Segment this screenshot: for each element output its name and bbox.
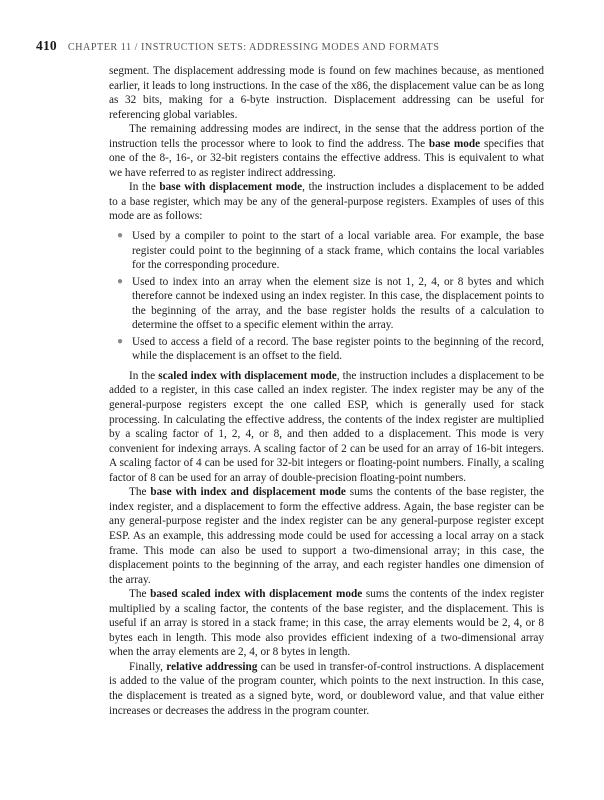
list-item [117,229,544,273]
paragraph-1: segment. The displacement addressing mode is found on few machines because, as mentioned earlier, it leads to long instructions. In the case of the x86, the displacement value can be as long as 32 bits, making for a 6-byte instruction. Displacement addressing can be useful for referencing global variables. [109,65,544,121]
list-item-text: Used by a compiler to point to the start of a local variable area. For example, the base register could point to the beginning of a stack frame, which contains the local variables for the corresponding procedure. [132,230,544,272]
list-item-text: Used to index into an array when the element size is not 1, 2, 4, or 8 bytes and which therefore cannot be indexed using an index register. In this case, the displacement points to the beginning of the array, and the base register holds the results of a calculation to determine the offset to a specific element within the array. [132,275,544,332]
list-item-text: Used to access a field of a record. The base register points to the beginning of the record, while the displacement is an offset to the field. [132,335,544,363]
paragraph-3-text-b: , the instruction includes a displacement to be added to a base register, which may be any of the general-purpose registers. Examples of uses of this mode are as follows: [109,181,544,223]
paragraph-5-text-b: sums the contents of the base register, the index register, and a displacement to form the effective address. Again, the base register can be any general-purpose register and the index register can be any general-purpose register except ESP. As an example, this addressing mode could be used for accessing a local array on a stack frame. This mode can also be used to support a two-dimensional array; in this case, the displacement points to the beginning of the array, and each register handles one dimension of the array. [109,486,544,586]
paragraph-6 [109,587,544,660]
paragraph-4-text-a: In the [129,369,159,382]
bullet-icon: ● [117,230,124,242]
term-based-scaled-index: based scaled index with displacement mode [150,588,363,601]
term-scaled-index: scaled index with displacement mode [158,369,337,382]
paragraph-2 [109,122,544,180]
term-base-with-index: base with index and displacement mode [150,486,346,499]
paragraph-7-text-a: Finally, [129,660,167,673]
uses-list [109,229,544,364]
paragraph-6-text-b: sums the contents of the index register multiplied by a scaling factor, the contents of the base register, and the displacement. This is useful if an array is stored in a stack frame; in this case, the array elements would be 2, 4, or 8 bytes each in length. This mode also provides efficient indexing of a two-dimensional array when the array elements are 2, 4, or 8 bytes in length. [109,588,544,659]
paragraph-2-text-a: The remaining addressing modes are indirect, in the sense that the address portion of the instruction tells the processor where to look to find the address. The [109,123,544,150]
list-item [117,335,544,364]
paragraph-3 [109,180,544,224]
list-item [117,275,544,333]
paragraph-5-text-a: The [129,486,151,499]
running-head: CHAPTER 11 / INSTRUCTION SETS: ADDRESSING MODES AND FORMATS [67,42,440,53]
page-number: 410 [36,38,57,53]
term-relative-addressing: relative addressing [166,660,258,673]
paragraph-6-text-a: The [129,588,151,601]
bullet-icon: ● [117,275,124,287]
page-header [36,38,576,56]
paragraph-4-text-b: , the instruction includes a displacement to be added to a register, in this case called an index register. The index register may be any of the general-purpose registers except the one called ESP, which is generally used for stack processing. In calculating the effective address, the contents of the index register are multiplied by a scaling factor of 1, 2, 4, or 8, and then added to a displacement. This mode is very convenient for indexing arrays. A scaling factor of 2 can be used for an array of 16-bit integers. A scaling factor of 4 can be used for 32-bit integers or floating-point numbers. Finally, a scaling factor of 8 can be used for an array of double-precision floating-point numbers. [109,369,544,484]
paragraph-7 [109,660,544,718]
body-text [109,64,544,718]
paragraph-2-text-b: specifies that one of the 8-, 16-, or 32-bit registers contains the effective address. This is equivalent to what we have referred to as register indirect addressing. [109,137,544,179]
paragraph-5 [109,485,544,587]
term-base-with-displacement: base with displacement mode [159,181,303,194]
term-base-mode: base mode [428,137,481,150]
paragraph-7-text-b: can be used in transfer-of-control instructions. A displacement is added to the value of the program counter, which points to the next instruction. In this case, the displacement is treated as a signed byte, word, or doubleword value, and that value either increases or decreases the address in the program counter. [109,660,544,717]
bullet-icon: ● [117,335,124,347]
paragraph-4 [109,369,544,485]
paragraph-3-text-a: In the [129,181,160,194]
